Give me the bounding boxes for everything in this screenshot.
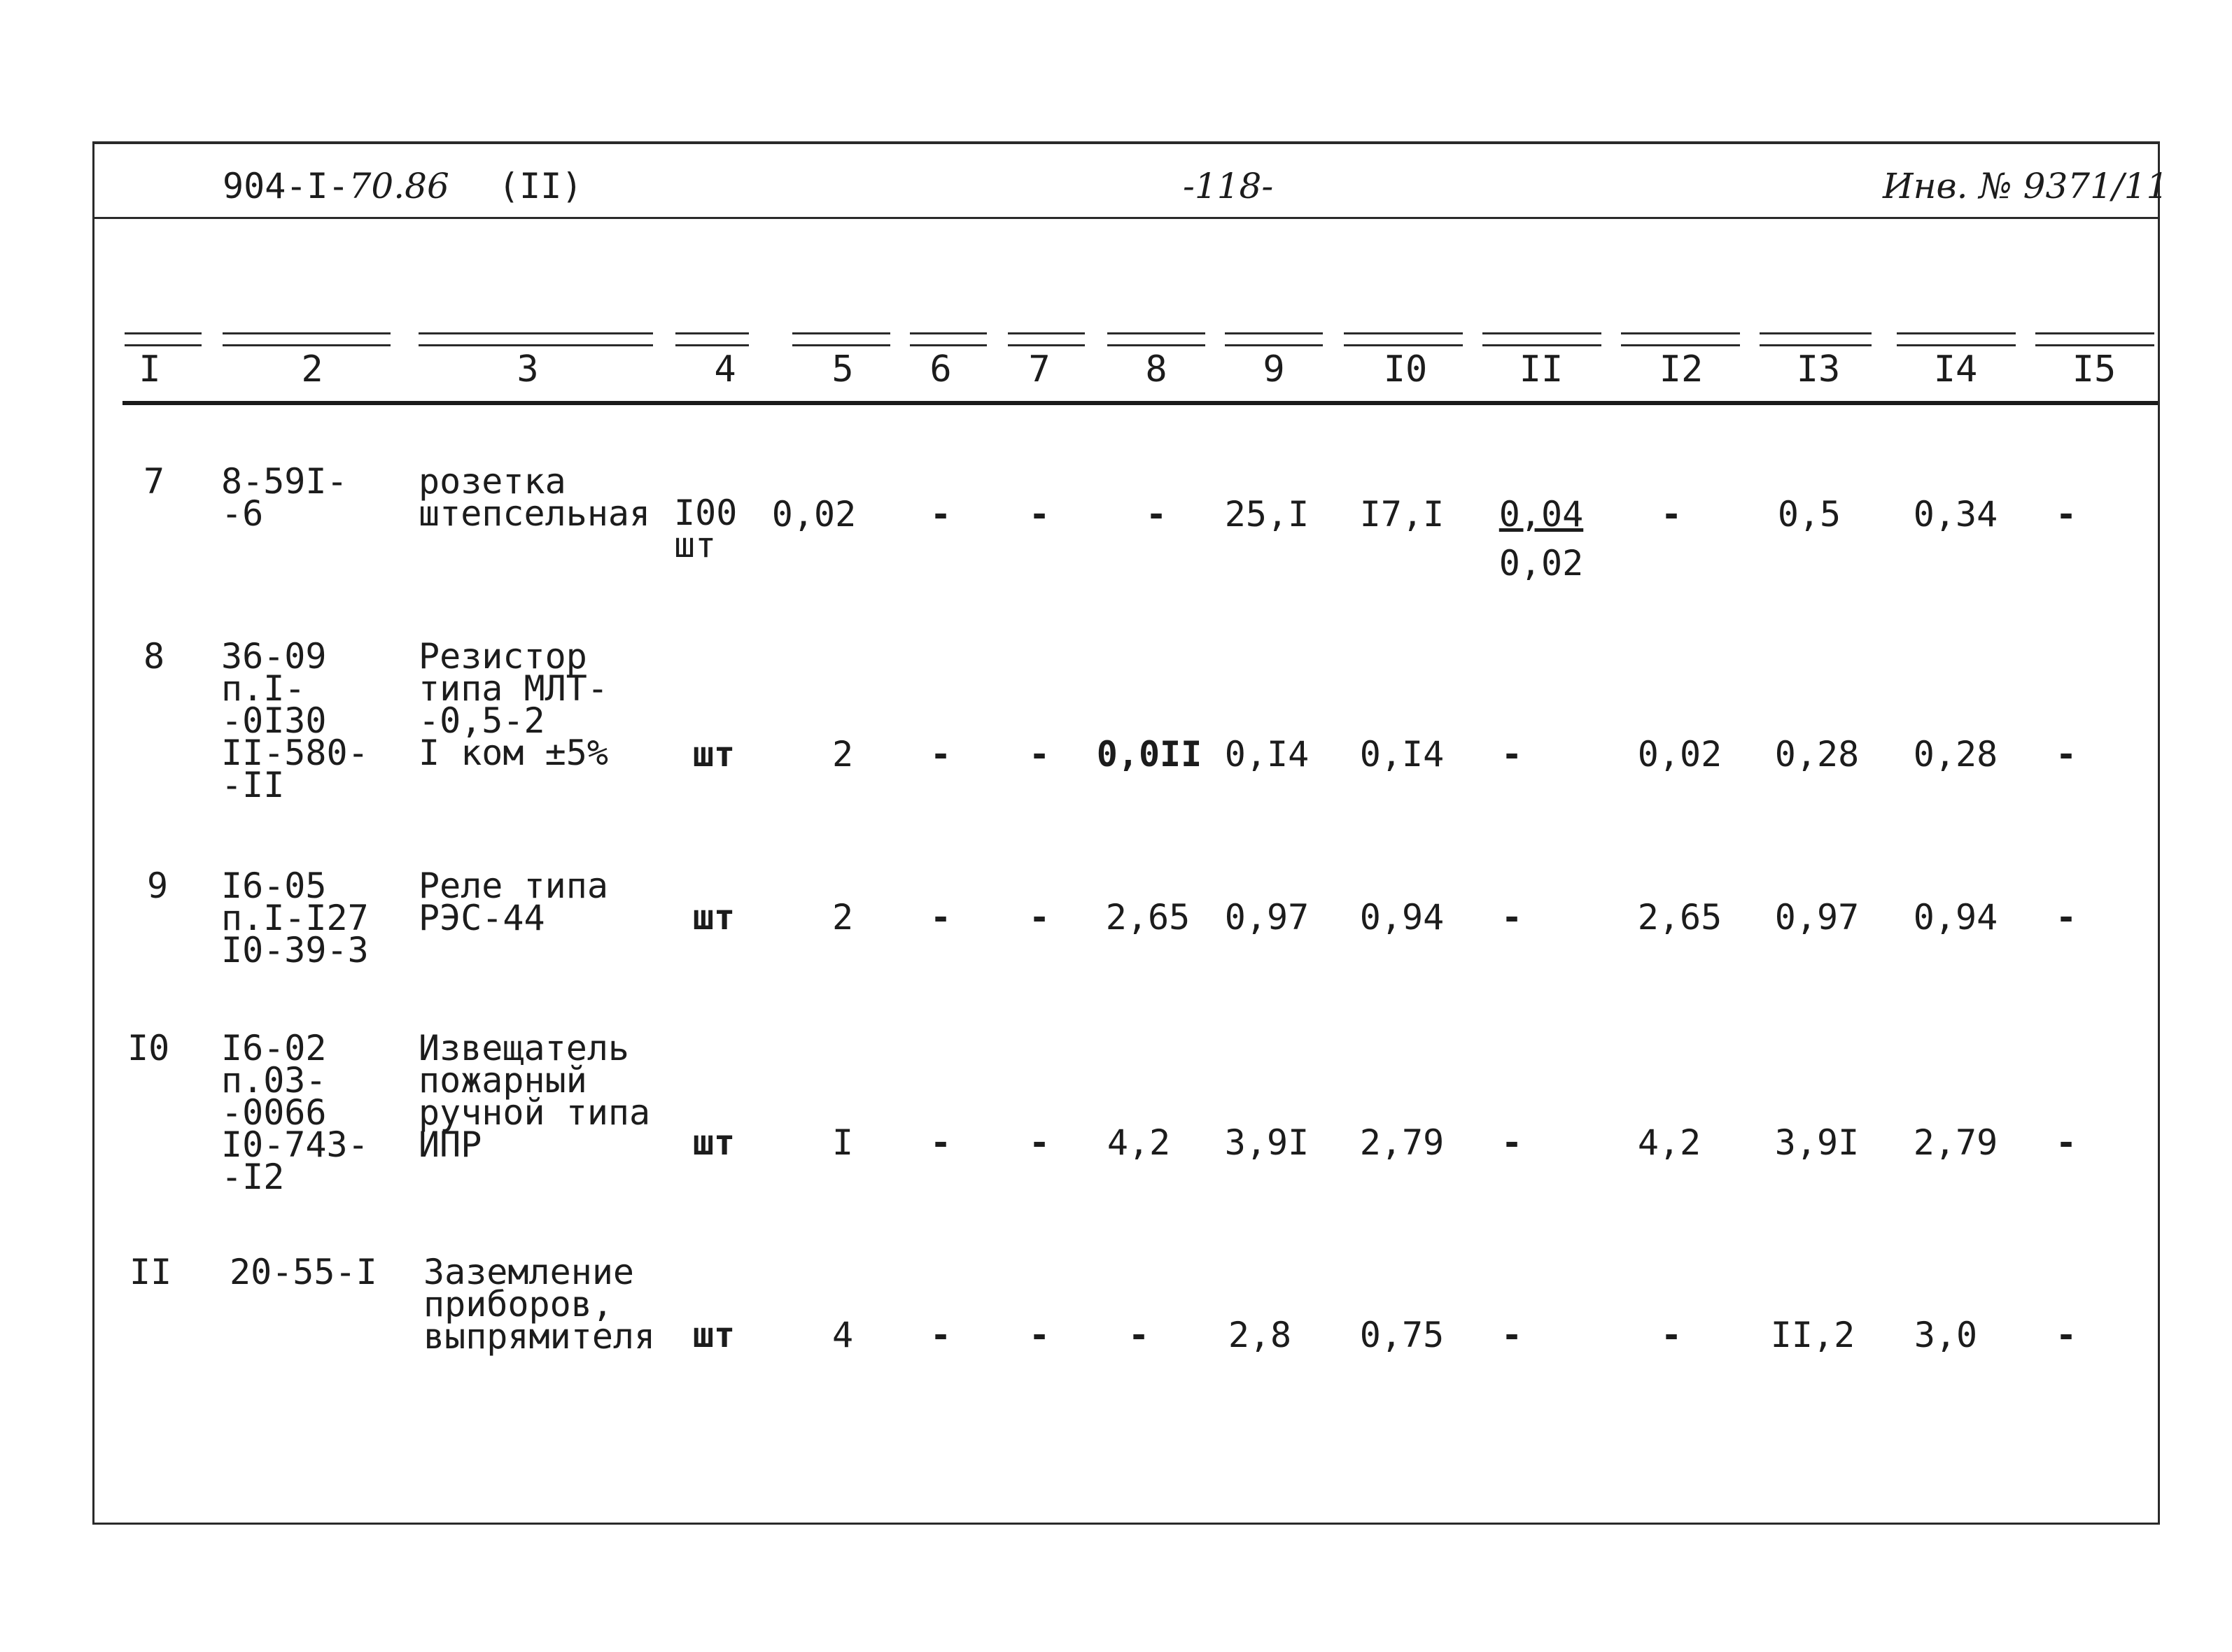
column-number: I0 (1383, 348, 1428, 390)
row-col-8: 0,0II (1096, 734, 1202, 775)
row-col-9: 2,8 (1228, 1315, 1292, 1355)
row-col-13: II,2 (1770, 1315, 1855, 1355)
row-number: II (129, 1252, 172, 1292)
column-header-rule (125, 332, 202, 346)
row-col-9: 3,9I (1224, 1122, 1310, 1163)
row-col-8: - (1145, 494, 1167, 535)
column-header-rule (1621, 332, 1740, 346)
row-col-11-denominator: 0,02 (1498, 543, 1584, 584)
row-col-11: - (1501, 1315, 1523, 1355)
row-col-5: 2 (831, 897, 854, 938)
column-header-rule (1760, 332, 1872, 346)
column-header-underline (122, 401, 2158, 405)
row-number: 7 (143, 461, 165, 502)
column-number: I4 (1933, 348, 1978, 390)
row-col-5: 0,02 (771, 494, 857, 535)
column-number: 8 (1145, 348, 1167, 390)
row-col-12: 4,2 (1637, 1122, 1701, 1163)
row-name: розетка штепсельная (419, 461, 651, 534)
column-number: I (139, 348, 161, 390)
row-col-12: 2,65 (1637, 897, 1722, 938)
column-header-rule (1225, 332, 1323, 346)
column-number: 9 (1263, 348, 1285, 390)
row-col-15: - (2055, 1315, 2077, 1355)
column-number: 3 (517, 348, 539, 390)
column-header-rule (1344, 332, 1463, 346)
column-number: 7 (1028, 348, 1051, 390)
row-col-10: 0,I4 (1359, 734, 1445, 775)
row-col-6: - (929, 1315, 952, 1355)
row-unit: I00 шт (674, 493, 738, 565)
row-col-11-numerator: 0,04 (1498, 494, 1584, 535)
row-col-5: I (831, 1122, 854, 1163)
row-col-10: 2,79 (1359, 1122, 1445, 1163)
column-header-rule (1482, 332, 1601, 346)
row-col-15: - (2055, 897, 2077, 938)
row-number: I0 (127, 1028, 170, 1068)
row-col-7: - (1028, 1122, 1051, 1163)
row-col-10: 0,94 (1359, 897, 1445, 938)
row-col-6: - (929, 897, 952, 938)
row-col-6: - (929, 734, 952, 775)
column-header-rule (792, 332, 890, 346)
column-header-rule (1008, 332, 1085, 346)
column-number: I2 (1659, 348, 1704, 390)
row-col-14: 0,94 (1913, 897, 1998, 938)
row-col-6: - (929, 494, 952, 535)
row-col-10: I7,I (1359, 494, 1445, 535)
row-col-7: - (1028, 494, 1051, 535)
row-name: Извещатель пожарный ручной типа ИПР (419, 1028, 651, 1165)
row-col-13: 0,5 (1777, 494, 1841, 535)
column-header-rule (910, 332, 987, 346)
row-name: Резистор типа МЛТ- -0,5-2 I ком ±5% (419, 636, 608, 773)
row-code: 36-09 п.I- -0I30 II-580- -II (221, 636, 369, 805)
row-col-7: - (1028, 734, 1051, 775)
row-col-13: 0,97 (1774, 897, 1860, 938)
row-col-14: 0,28 (1913, 734, 1998, 775)
row-unit: шт (692, 734, 736, 775)
column-number: 5 (831, 348, 854, 390)
row-code: I6-05 п.I-I27 I0-39-3 (221, 866, 369, 970)
column-header-rule (2035, 332, 2154, 346)
column-header-rule (1897, 332, 2016, 346)
row-col-13: 3,9I (1774, 1122, 1860, 1163)
row-col-8: 4,2 (1107, 1122, 1171, 1163)
row-col-15: - (2055, 494, 2077, 535)
row-col-14: 0,34 (1913, 494, 1998, 535)
column-number: II (1519, 348, 1564, 390)
header-rule (92, 217, 2158, 219)
row-col-9: 0,I4 (1224, 734, 1310, 775)
row-name: Реле типа РЭС-44 (419, 866, 608, 938)
row-number: 9 (147, 866, 169, 906)
row-col-7: - (1028, 897, 1051, 938)
row-code: I6-02 п.03- -0066 I0-743- -I2 (221, 1028, 369, 1197)
column-header-rule (675, 332, 749, 346)
page-number: -118- (1183, 166, 1274, 206)
row-col-6: - (929, 1122, 952, 1163)
column-header-rule (223, 332, 391, 346)
row-col-8: 2,65 (1105, 897, 1191, 938)
row-unit: шт (692, 1122, 736, 1163)
row-col-11: - (1501, 734, 1523, 775)
column-number: I3 (1796, 348, 1841, 390)
row-col-12: - (1660, 1315, 1683, 1355)
row-col-5: 2 (831, 734, 854, 775)
row-col-14: 2,79 (1913, 1122, 1998, 1163)
row-col-8: - (1128, 1315, 1150, 1355)
row-col-12: 0,02 (1637, 734, 1722, 775)
column-number: 6 (929, 348, 952, 390)
row-col-13: 0,28 (1774, 734, 1860, 775)
row-number: 8 (143, 636, 165, 677)
inventory-number: Инв. № 9371/11 (1883, 166, 2169, 206)
row-col-15: - (2055, 734, 2077, 775)
row-col-9: 25,I (1224, 494, 1310, 535)
row-col-5: 4 (831, 1315, 854, 1355)
column-header-rule (419, 332, 653, 346)
row-col-14: 3,0 (1914, 1315, 1978, 1355)
row-code: 20-55-I (230, 1252, 377, 1292)
row-code: 8-59I- -6 (221, 461, 348, 534)
row-col-15: - (2055, 1122, 2077, 1163)
doc-part: (II) (498, 166, 583, 206)
row-col-11: - (1501, 897, 1523, 938)
column-number: 4 (714, 348, 736, 390)
column-header-rule (1107, 332, 1205, 346)
row-name: Заземление приборов, выпрямителя (423, 1252, 656, 1357)
row-col-10: 0,75 (1359, 1315, 1445, 1355)
row-unit: шт (692, 1315, 736, 1355)
column-number: I5 (2072, 348, 2117, 390)
row-col-11: - (1501, 1122, 1523, 1163)
column-number: 2 (301, 348, 323, 390)
row-col-7: - (1028, 1315, 1051, 1355)
row-col-9: 0,97 (1224, 897, 1310, 938)
row-unit: шт (692, 897, 736, 938)
row-col-12: - (1660, 494, 1683, 535)
doc-code: 904-I-70.86 (223, 166, 449, 206)
